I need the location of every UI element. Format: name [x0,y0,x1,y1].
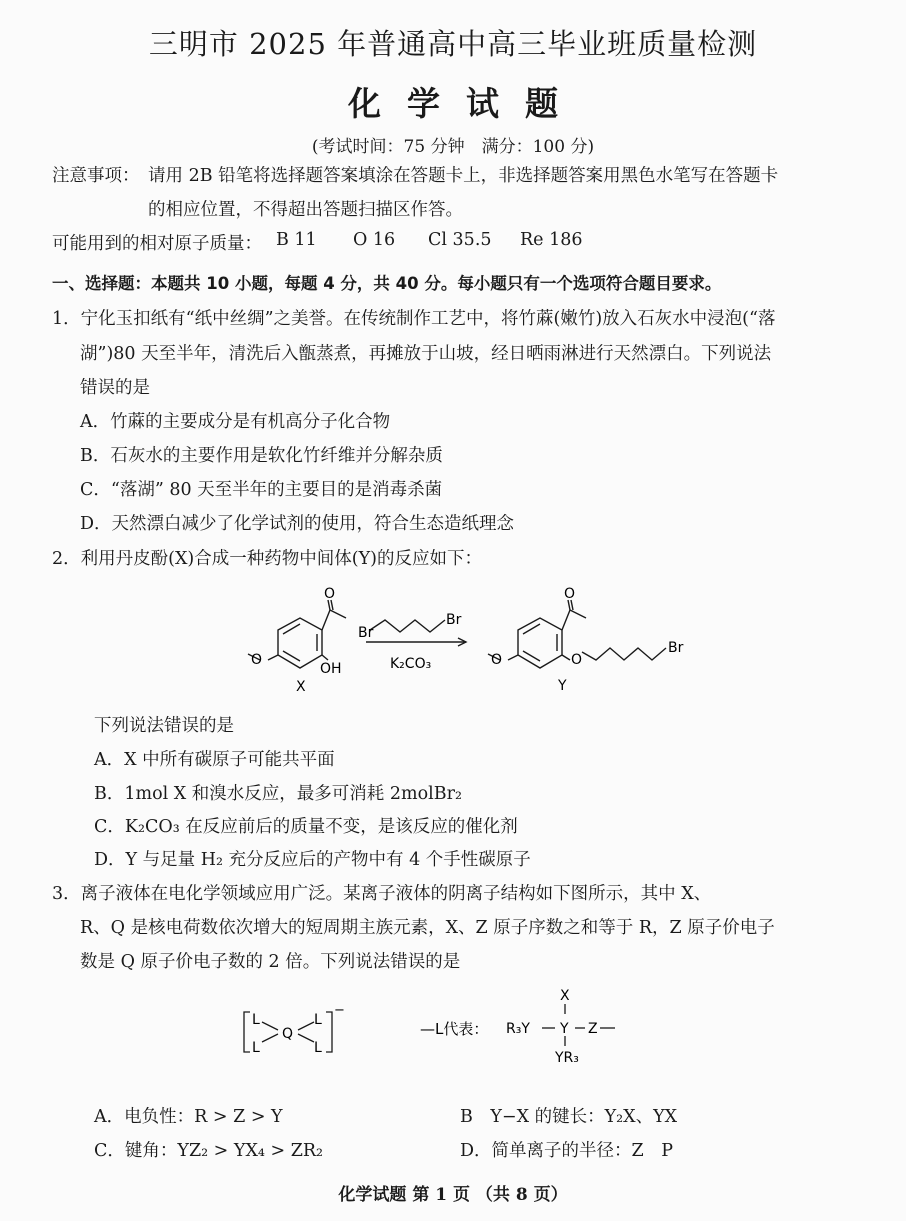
q2-option-d: D．Y 与足量 H₂ 充分反应后的产物中有 4 个手性碳原子 [94,850,531,870]
x-oh: OH [320,661,342,677]
y-ether-o: O [571,652,583,668]
struct-l-bottomright: L [314,1040,322,1056]
struct-l-bottomleft: L [252,1040,260,1056]
struct-z: Z [588,1021,598,1037]
struct-l-topleft: L [252,1012,260,1028]
q1-line-2: 湖”)80 天至半年，清洗后入甑蒸煮，再摊放于山坡，经日晒雨淋进行天然漂白。下列说法 [80,344,772,364]
notice-label: 注意事项： [52,166,140,186]
q3-line-2: R、Q 是核电荷数依次增大的短周期主族元素，X、Z 原子序数之和等于 R，Z 原子价电子 [80,918,775,938]
q1-option-b: B．石灰水的主要作用是软化竹纤维并分解杂质 [80,446,443,466]
exam-title: 三明市 2025 年普通高中高三毕业班质量检测 [148,27,758,61]
q2-ask: 下列说法错误的是 [94,716,234,736]
reagent-br-right: Br [446,612,462,628]
atomic-mass-cl: Cl 35.5 [428,230,492,250]
struct-yr3: YR₃ [555,1050,579,1066]
q2-option-c: C．K₂CO₃ 在反应前后的质量不变，是该反应的催化剂 [94,817,518,837]
q3-option-c: C．键角：YZ₂ > YX₄ > ZR₂ [94,1141,324,1161]
y-methoxy-o: O [491,652,503,668]
q1-line-1: 1．宁化玉扣纸有“纸中丝绸”之美誉。在传统制作工艺中，将竹蔴(嫩竹)放入石灰水中浸泡(“落 [52,309,776,329]
struct-r3y: R₃Y [506,1021,530,1037]
catalyst: K₂CO₃ [390,656,432,672]
subject-title: 化学试题 [348,84,584,123]
notice-line-1: 请用 2B 铅笔将选择题答案填涂在答题卡上，非选择题答案用黑色水笔写在答题卡 [148,166,779,186]
q3-line-3: 数是 Q 原子价电子数的 2 倍。下列说法错误的是 [80,952,461,972]
q1-option-d: D．天然漂白减少了化学试剂的使用，符合生态造纸理念 [80,514,515,534]
struct-charge: − [334,1003,345,1018]
q1-option-c: C．“落湖” 80 天至半年的主要目的是消毒杀菌 [80,480,443,500]
page-footer: 化学试题 第 1 页 （共 8 页） [338,1185,568,1205]
struct-l-label: —L代表： [420,1020,489,1038]
y-carbonyl-o: O [564,586,576,602]
x-label: X [296,679,306,695]
notice-line-2: 的相应位置，不得超出答题扫描区作答。 [148,200,463,220]
atomic-mass-b: B 11 [276,230,317,250]
struct-x: X [560,988,570,1004]
q3-option-b: B Y−X 的键长：Y₂X、YX [460,1107,678,1127]
q2-stem: 2．利用丹皮酚(X)合成一种药物中间体(Y)的反应如下： [52,549,482,569]
section-1-heading: 一、选择题：本题共 10 小题，每题 4 分，共 40 分。每小题只有一个选项符合题目要求。 [52,274,722,293]
atomic-mass-o: O 16 [353,230,396,250]
y-br: Br [668,640,684,656]
q2-reaction-scheme [200,580,720,705]
q3-option-a: A．电负性：R > Z > Y [94,1107,283,1127]
q3-line-1: 3．离子液体在电化学领域应用广泛。某离子液体的阴离子结构如下图所示，其中 X、 [52,884,712,904]
y-label: Y [558,678,567,694]
q3-anion-structure [230,982,650,1082]
exam-info: (考试时间：75 分钟 满分：100 分) [311,137,595,157]
struct-l-topright: L [314,1012,322,1028]
q3-option-d: D．简单离子的半径：Z P [460,1141,673,1161]
x-methoxy-o: O [251,652,263,668]
struct-y: Y [560,1021,569,1037]
q2-option-b: B．1mol X 和溴水反应，最多可消耗 2molBr₂ [94,784,462,804]
struct-q: Q [282,1026,294,1042]
reagent-br-left: Br [358,625,374,641]
q2-option-a: A．X 中所有碳原子可能共平面 [94,750,335,770]
q1-line-3: 错误的是 [80,378,150,398]
q1-option-a: A．竹蔴的主要成分是有机高分子化合物 [80,412,391,432]
x-carbonyl-o: O [324,586,336,602]
atomic-mass-label: 可能用到的相对原子质量： [52,234,262,254]
atomic-mass-re: Re 186 [520,230,583,250]
